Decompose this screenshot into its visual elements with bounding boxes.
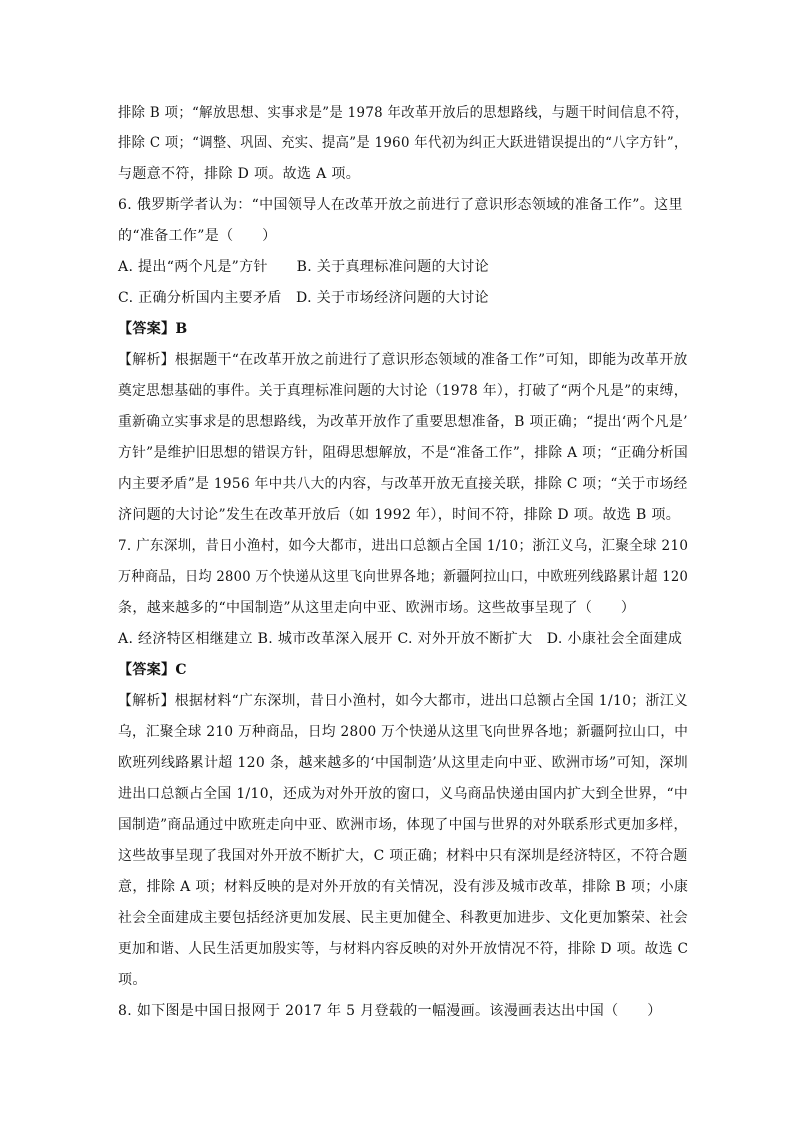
analysis-text: 【解析】根据题干“在改革开放之前进行了意识形态领域的准备工作”可知，即能为改革开放 bbox=[118, 352, 688, 368]
text-line: 与题意不符，排除 D 项。故选 A 项。 bbox=[118, 166, 361, 182]
analysis-text: 重新确立实事求是的思想路线，为改革开放作了重要思想准备，B 项正确；“提出‘两个凡是’ bbox=[118, 414, 688, 430]
question-7-options: A. 经济特区相继建立 B. 城市改革深入展开 C. 对外开放不断扩大 D. 小康社会全面建成 bbox=[118, 631, 683, 647]
question-7-stem: 7. 广东深圳，昔日小渔村，如今大都市，进出口总额占全国 1/10；浙江义乌，汇聚全球 210 bbox=[118, 538, 689, 554]
question-6-options: A. 提出“两个凡是”方针 B. 关于真理标准问题的大讨论 bbox=[118, 259, 490, 275]
answer-label: 【答案】B bbox=[118, 321, 188, 337]
analysis-text: 方针”是维护旧思想的错误方针，阻碍思想解放，不是“准备工作”，排除 A 项；“正确分析国 bbox=[118, 445, 689, 461]
analysis-text: 内主要矛盾”是 1956 年中共八大的内容，与改革开放无直接关联，排除 C 项；“关于市场经 bbox=[118, 476, 688, 492]
question-6-options: C. 正确分析国内主要矛盾 D. 关于市场经济问题的大讨论 bbox=[118, 290, 489, 306]
analysis-text: 【解析】根据材料“广东深圳，昔日小渔村，如今大都市，进出口总额占全国 1/10；浙江义 bbox=[118, 693, 689, 709]
analysis-text: 济问题的大讨论”发生在改革开放后（如 1992 年），时间不符，排除 D 项。故选 B 项。 bbox=[118, 507, 681, 523]
text-line: 排除 C 项；“调整、巩固、充实、提高”是 1960 年代初为纠正大跃进错误提出的“八字方针”， bbox=[118, 135, 688, 151]
analysis-text: 乌，汇聚全球 210 万种商品，日均 2800 万个快递从这里飞向世界各地；新疆阿拉山口，中 bbox=[118, 724, 689, 740]
analysis-text: 社会全面建成主要包括经济更加发展、民主更加健全、科教更加进步、文化更加繁荣、社会 bbox=[118, 910, 688, 926]
question-7-stem: 万种商品，日均 2800 万个快递从这里飞向世界各地；新疆阿拉山口，中欧班列线路累计超 120 bbox=[118, 569, 689, 585]
answer-label: 【答案】C bbox=[118, 662, 187, 678]
analysis-text: 这些故事呈现了我国对外开放不断扩大，C 项正确；材料中只有深圳是经济特区，不符合题 bbox=[118, 848, 688, 864]
analysis-text: 项。 bbox=[118, 972, 147, 988]
question-8-stem: 8. 如下图是中国日报网于 2017 年 5 月登载的一幅漫画。该漫画表达出中国（ ） bbox=[118, 1003, 662, 1019]
analysis-text: 意，排除 A 项；材料反映的是对外开放的有关情况，没有涉及城市改革，排除 B 项；小康 bbox=[118, 879, 689, 895]
text-line: 排除 B 项；“解放思想、实事求是”是 1978 年改革开放后的思想路线，与题干时间信息不符， bbox=[118, 105, 689, 121]
question-6-stem: 6. 俄罗斯学者认为：“中国领导人在改革开放之前进行了意识形态领域的准备工作”。这里 bbox=[118, 197, 683, 213]
question-6-stem: 的“准备工作”是（ ） bbox=[118, 228, 277, 244]
analysis-text: 欧班列线路累计超 120 条，越来越多的‘中国制造’从这里走向中亚、欧洲市场”可知，深圳 bbox=[118, 755, 689, 771]
analysis-text: 进出口总额占全国 1/10，还成为对外开放的窗口，义乌商品快递由国内扩大到全世界，“中 bbox=[118, 786, 689, 802]
analysis-text: 国制造”商品通过中欧班走向中亚、欧洲市场，体现了中国与世界的对外联系形式更加多样， bbox=[118, 817, 688, 833]
analysis-text: 更加和谐、人民生活更加殷实等，与材料内容反映的对外开放情况不符，排除 D 项。故选 C bbox=[118, 941, 689, 957]
question-7-stem: 条，越来越多的“中国制造”从这里走向中亚、欧洲市场。这些故事呈现了（ ） bbox=[118, 600, 636, 616]
analysis-text: 奠定思想基础的事件。关于真理标准问题的大讨论（1978 年），打破了“两个凡是”的束缚， bbox=[118, 383, 688, 399]
